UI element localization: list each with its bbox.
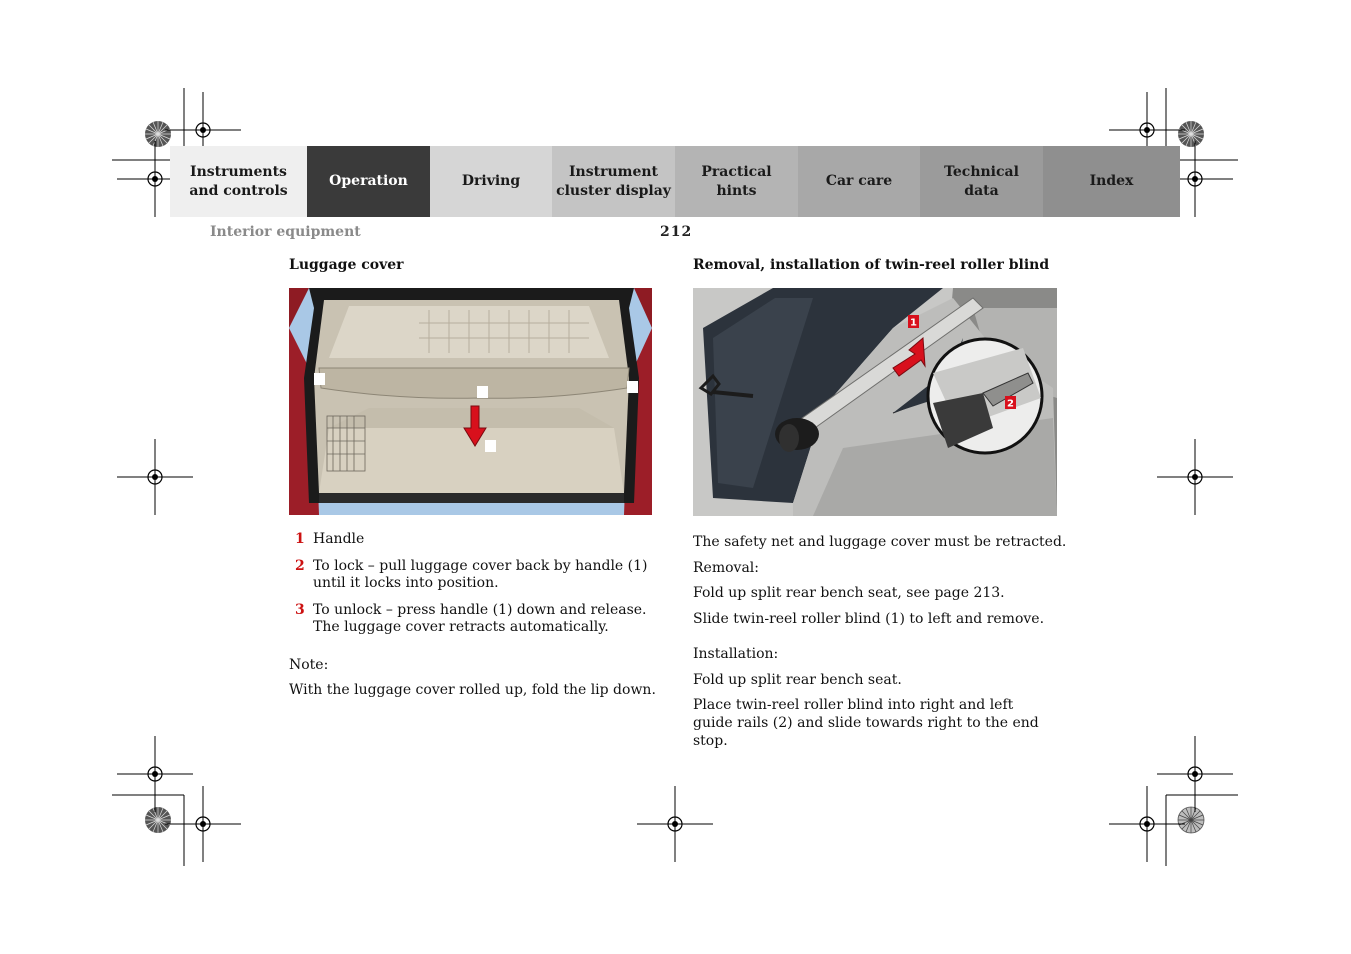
luggage-cover-illustration	[289, 288, 652, 515]
tab-instrument-cluster-display[interactable]	[552, 146, 675, 217]
tab-label: Car care	[825, 173, 893, 189]
paragraph: Place twin-reel roller blind into right and left guide rails (2) and slide towards right to the end stop.	[693, 697, 1039, 749]
tab-operation[interactable]	[307, 146, 430, 217]
list-item	[289, 602, 661, 636]
tab-label: Operation	[329, 173, 408, 189]
tab-label: Instrument cluster display	[556, 163, 671, 199]
luggage-cover-legend	[289, 531, 661, 646]
tab-practical-hints[interactable]	[675, 146, 798, 217]
paragraph: Installation:	[693, 646, 779, 662]
tab-label: Instruments and controls	[189, 163, 288, 199]
tab-label: Driving	[461, 173, 521, 189]
paragraph: Fold up split rear bench seat, see page 213.	[693, 585, 1005, 601]
paragraph: Slide twin-reel roller blind (1) to left and remove.	[693, 611, 1045, 627]
luggage-cover-heading: Luggage cover	[289, 257, 404, 273]
tab-label: Index	[1089, 173, 1134, 189]
note-text: With the luggage cover rolled up, fold the lip down.	[289, 682, 656, 698]
callout-2: 2	[1007, 398, 1014, 410]
item-text: To lock – pull luggage cover back by handle (1) until it locks into position.	[313, 558, 648, 591]
note-label: Note:	[289, 657, 329, 673]
tab-instruments-and-controls[interactable]	[170, 146, 307, 217]
tab-label: Practical hints	[701, 163, 772, 199]
tab-index[interactable]	[1043, 146, 1180, 217]
tab-car-care[interactable]	[798, 146, 920, 217]
callout-1: 1	[910, 317, 917, 329]
roller-blind-illustration	[693, 288, 1057, 516]
item-number: 1	[295, 531, 305, 547]
paragraph: Removal:	[693, 560, 759, 576]
item-text: To unlock – press handle (1) down and release. The luggage cover retracts automatically.	[313, 602, 647, 635]
roller-blind-heading: Removal, installation of twin-reel roller blind	[693, 257, 1050, 273]
paragraph: Fold up split rear bench seat.	[693, 672, 902, 688]
tab-label: Technical data	[944, 163, 1019, 199]
tab-technical-data[interactable]	[920, 146, 1043, 217]
list-item	[289, 531, 661, 548]
item-number: 3	[295, 602, 305, 618]
chapter-tabs	[170, 146, 1180, 217]
paragraph: The safety net and luggage cover must be retracted.	[693, 534, 1067, 550]
page-number: 212	[660, 224, 693, 240]
item-number: 2	[295, 558, 305, 574]
tab-driving[interactable]	[430, 146, 552, 217]
item-text: Handle	[313, 531, 365, 547]
section-title: Interior equipment	[210, 224, 361, 240]
list-item	[289, 558, 661, 592]
